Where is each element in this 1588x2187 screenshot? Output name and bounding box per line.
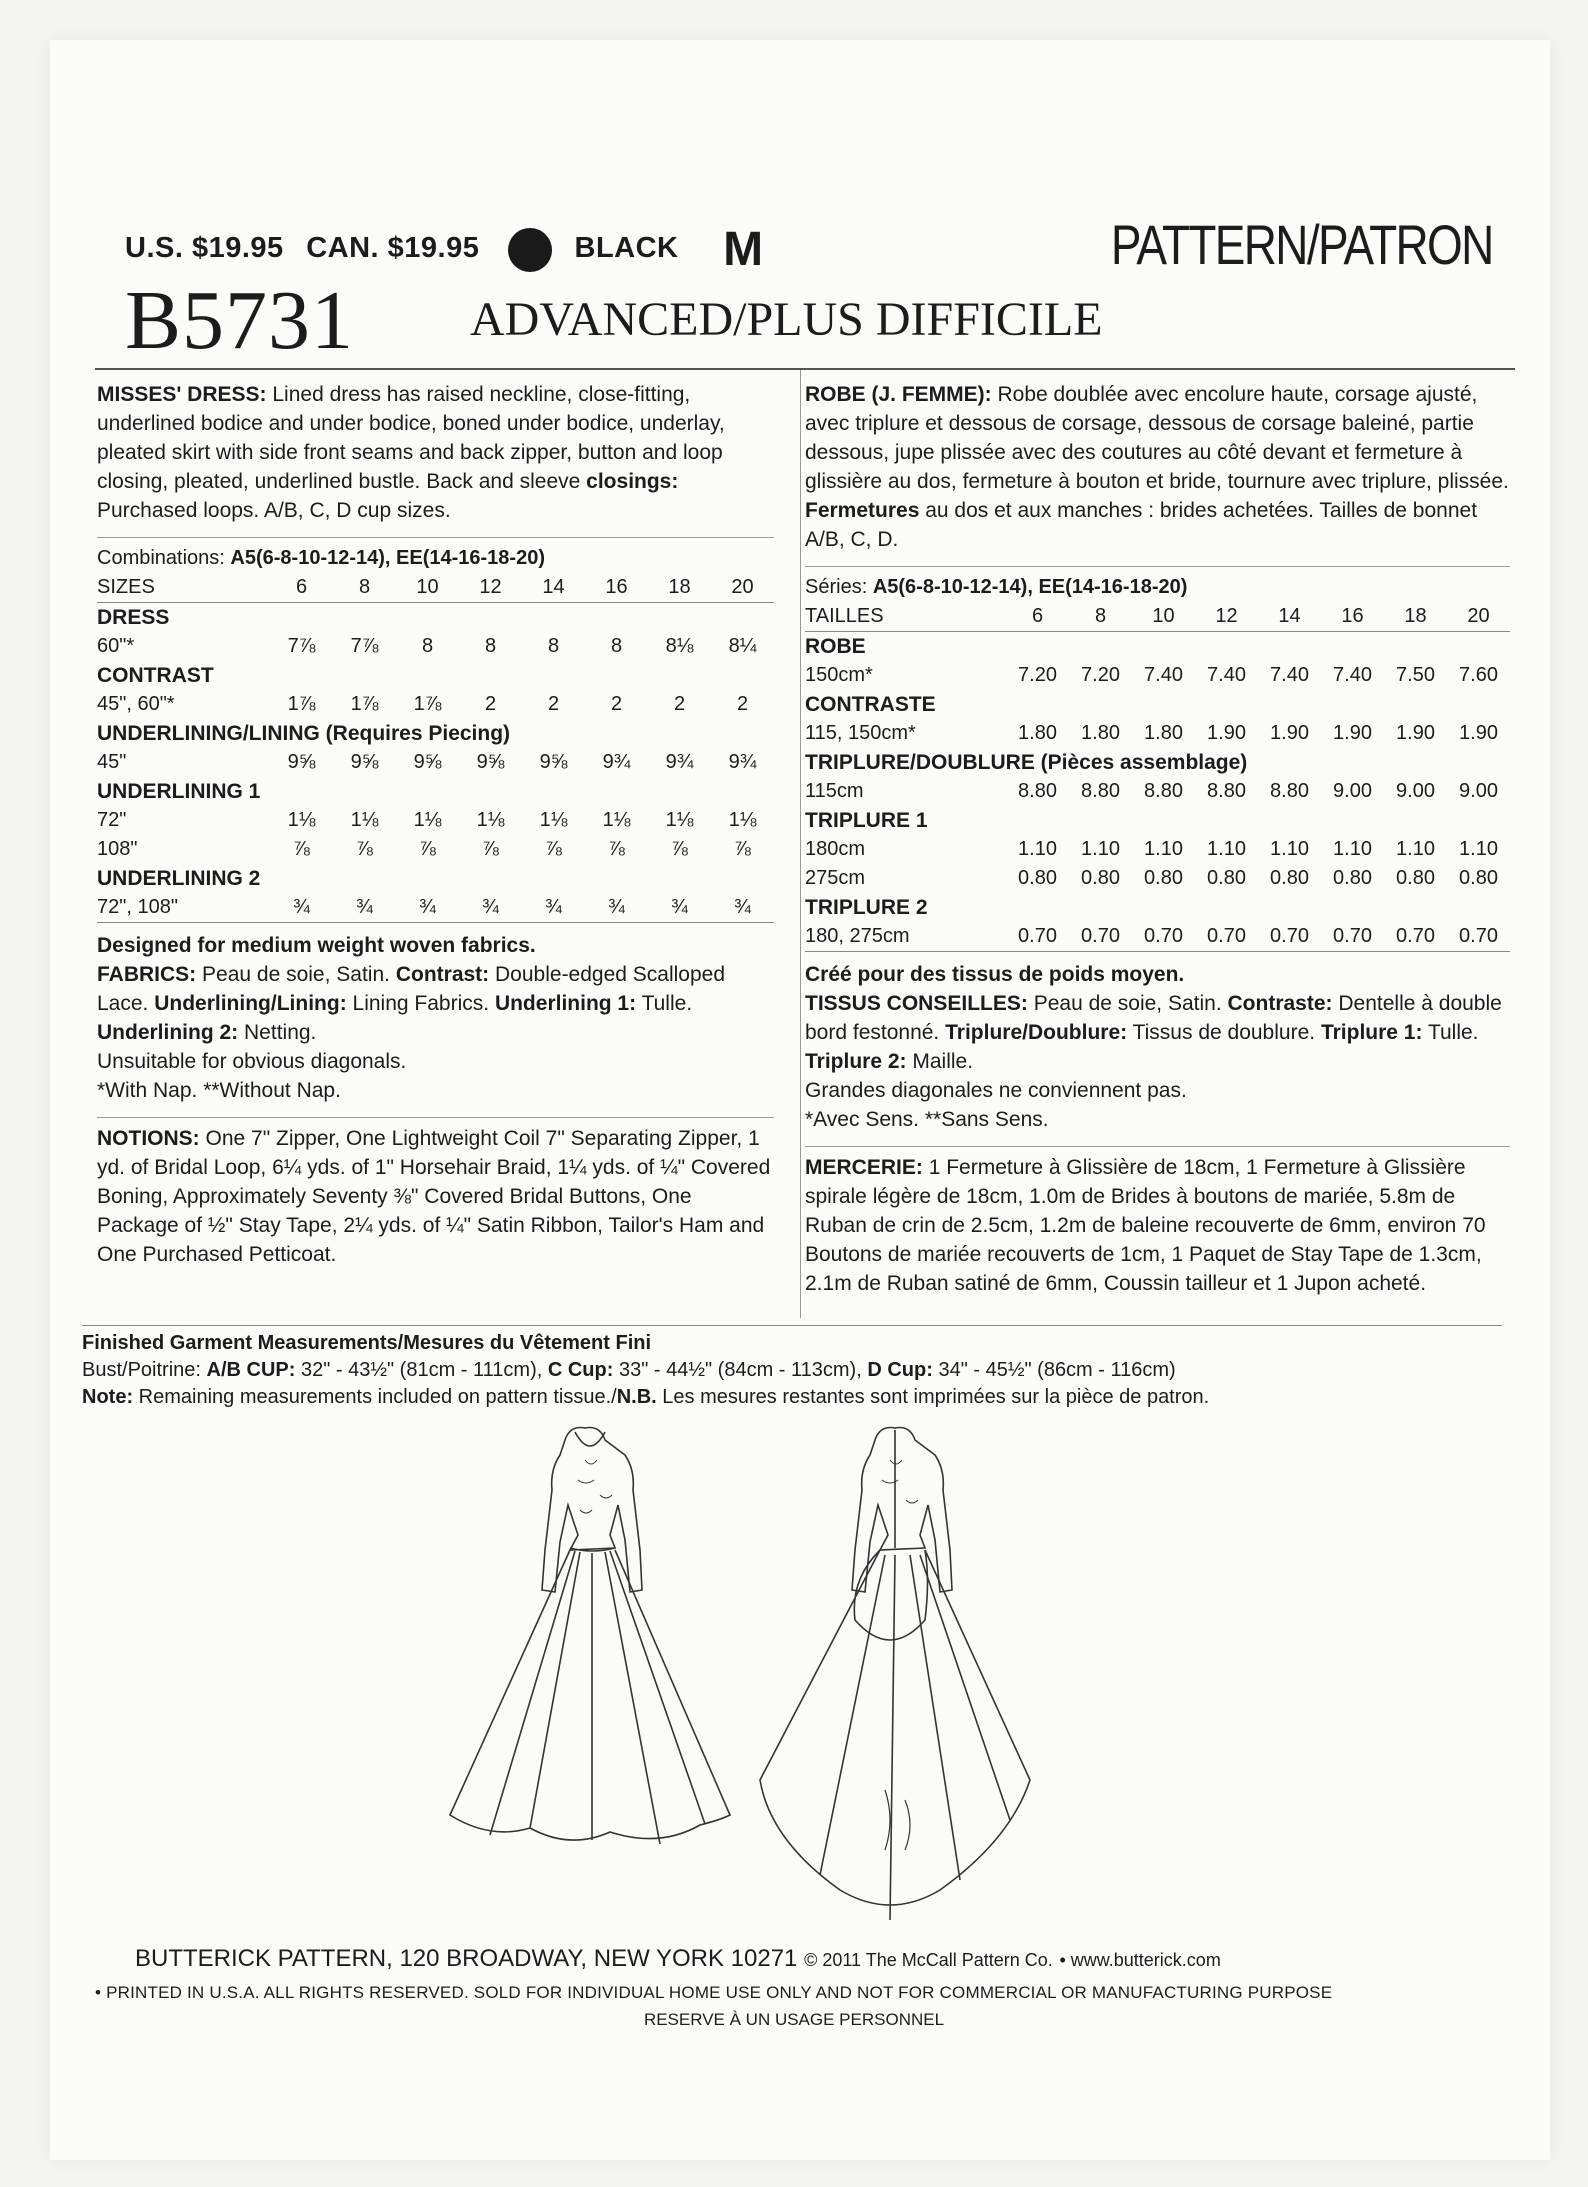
yardage-value: ¾ (396, 893, 459, 923)
yardage-value: 0.80 (1396, 867, 1435, 889)
yardage-value: 1.90 (1270, 722, 1309, 744)
size-header: 12 (1195, 602, 1258, 632)
yardage-value: 1⅛ (728, 809, 757, 831)
yardage-value: ⅞ (482, 838, 499, 860)
yardage-row (97, 748, 774, 777)
underlining-text-fr: Tissus de doublure. (1132, 1021, 1316, 1044)
yardage-value: 0.80 (1144, 867, 1183, 889)
yardage-value: 1⅞ (413, 693, 442, 715)
yardage-value: 0.70 (1384, 922, 1447, 952)
contrast-text-fr: Dentelle à double bord festonné. (805, 992, 1502, 1044)
yardage-value: 1.80 (1144, 722, 1183, 744)
yardage-value: 9⅝ (476, 751, 505, 773)
fabric-width: 180, 275cm (805, 922, 1006, 952)
yardage-value: ¾ (585, 893, 648, 923)
ab-cup-label: A/B CUP: (206, 1359, 296, 1381)
yardage-value: 1⅛ (287, 809, 316, 831)
yardage-row (805, 864, 1510, 893)
fabrics-text-fr: Peau de soie, Satin. (1033, 992, 1222, 1015)
yardage-value: 1.10 (1018, 838, 1057, 860)
yardage-value: 7.40 (1207, 664, 1246, 686)
yardage-value: 2 (547, 693, 560, 715)
yardage-row (97, 632, 774, 661)
size-header: 14 (522, 573, 585, 603)
black-dot-icon (508, 228, 552, 272)
yardage-value: 9.00 (1396, 780, 1435, 802)
price-us: U.S. $19.95 (125, 232, 284, 265)
divider (805, 566, 1510, 567)
yardage-value: 0.70 (1006, 922, 1069, 952)
yardage-value: 2 (736, 693, 749, 715)
desc-text: Lined dress has raised neckline, close-fitting, underlined bodice and under bodice, boned under bodice, underlay, pleated skirt with side front seams and back zipper, button and loop closing, pleated, underlined bustle. Back and sleeve (97, 383, 725, 493)
yardage-row (805, 835, 1510, 864)
yardage-value: 0.70 (1132, 922, 1195, 952)
yardage-value: ¾ (648, 893, 711, 923)
underlining1-label: Underlining 1: (494, 992, 637, 1015)
notions-text-fr: 1 Fermeture à Glissière de 18cm, 1 Fermeture à Glissière spirale légère de 18cm, 1.0m de Brides à boutons de mariée, 5.8m de Ruban de crin de 2.5cm, 1.2m de baleine recouverte de 6mm, environ 70 Boutons de mariée recouverts de 1cm, 1 Paquet de Stay Tape de 1.3cm, 2.1m de Ruban satiné de 6mm, Coussin tailleur et 1 Jupon acheté. (805, 1156, 1486, 1295)
yardage-value: 0.80 (1333, 867, 1372, 889)
fabric-group-label: TRIPLURE 1 (805, 809, 928, 832)
desc-title: MISSES' DRESS: (97, 383, 267, 406)
yardage-value: 1⅛ (665, 809, 694, 831)
french-column (805, 380, 1510, 1298)
size-header: 16 (585, 573, 648, 603)
yardage-table-fr (805, 573, 1510, 952)
yardage-value: 1⅞ (287, 693, 316, 715)
yardage-value: 7.40 (1270, 664, 1309, 686)
combinations-cell (97, 544, 774, 573)
back-view-dress (760, 1428, 1030, 1921)
desc-text-fr: Robe doublée avec encolure haute, corsage ajusté, avec triplure et dessous de corsage, dessous de corsage baleiné, partie dessous, jupe plissée avec des coutures au côté devant et fermeture à glissière au dos, fermeture à bouton et bride, tournure avec triplure, plissée. (805, 383, 1509, 493)
yardage-value: 1.10 (1459, 838, 1498, 860)
combinations-values: A5(6-8-10-12-14), EE(14-16-18-20) (230, 547, 545, 569)
yardage-value: 0.70 (1258, 922, 1321, 952)
size-header: 12 (459, 573, 522, 603)
note-label: Note: (82, 1386, 134, 1408)
combinations-values: A5(6-8-10-12-14), EE(14-16-18-20) (872, 576, 1188, 598)
yardage-value: 7⅞ (287, 635, 316, 657)
size-header: 20 (711, 573, 774, 603)
yardage-value: 8.80 (1207, 780, 1246, 802)
yardage-value: ¾ (270, 893, 333, 923)
nb-label: N.B. (616, 1386, 657, 1408)
fabric-group-title (805, 632, 1510, 662)
fabric-group-label: CONTRASTE (805, 693, 936, 716)
yardage-value: 9¾ (728, 751, 757, 773)
front-view-dress (450, 1428, 730, 1845)
price-line (125, 222, 778, 277)
yardage-value: 1.10 (1081, 838, 1120, 860)
underlining2-label-fr: Triplure 2: (805, 1050, 907, 1073)
fabric-width: 45", 60"* (97, 693, 175, 715)
difficulty-level: ADVANCED/PLUS DIFFICILE (470, 293, 1103, 346)
yardage-value: 8 (547, 635, 560, 657)
yardage-value: 1.90 (1207, 722, 1246, 744)
underlining-label-fr: Triplure/Doublure: (945, 1021, 1128, 1044)
fabrics-text: Peau de soie, Satin. (202, 963, 390, 986)
fabric-group-title (97, 603, 774, 633)
yardage-value: 1⅛ (539, 809, 568, 831)
yardage-value: 8.80 (1270, 780, 1309, 802)
size-header: 14 (1258, 602, 1321, 632)
underlining-label: Underlining/Lining: (154, 992, 347, 1015)
fabric-width: 115cm (805, 780, 864, 802)
yardage-value: 1.10 (1144, 838, 1183, 860)
underlining1-label-fr: Triplure 1: (1320, 1021, 1423, 1044)
fabric-group-title (97, 661, 774, 690)
closings-text: Purchased loops. A/B, C, D cup sizes. (97, 499, 451, 522)
yardage-value: 9¾ (602, 751, 631, 773)
yardage-value: 1.90 (1459, 722, 1498, 744)
website-link: • www.butterick.com (1059, 1950, 1221, 1970)
combinations-row (805, 573, 1510, 602)
fabric-group-label: DRESS (97, 606, 170, 629)
combinations-label: Combinations: (97, 547, 231, 569)
size-header: 10 (1132, 602, 1195, 632)
yardage-value: 2 (610, 693, 623, 715)
fabric-group-title (97, 719, 774, 748)
color-code: BLACK (574, 232, 679, 265)
yardage-value: 7.60 (1459, 664, 1498, 686)
size-header: 20 (1447, 602, 1510, 632)
yardage-value: 9⅝ (539, 751, 568, 773)
unsuitable-note: Unsuitable for obvious diagonals. (97, 1050, 407, 1073)
c-cup-text: 33" - 44½" (84cm - 113cm), (618, 1359, 862, 1381)
size-header: 10 (396, 573, 459, 603)
yardage-value: 7⅞ (350, 635, 379, 657)
yardage-value: 8 (610, 635, 623, 657)
size-header: 16 (1321, 602, 1384, 632)
yardage-value: 9⅝ (287, 751, 316, 773)
yardage-value: 0.80 (1270, 867, 1309, 889)
divider (805, 1146, 1510, 1147)
fabric-group-label: UNDERLINING/LINING (Requires Piecing) (97, 722, 511, 745)
yardage-value: 1.10 (1396, 838, 1435, 860)
description (97, 380, 774, 525)
yardage-value: ⅞ (608, 838, 625, 860)
fabrics-block-fr (805, 960, 1510, 1298)
yardage-value: 0.80 (1459, 867, 1498, 889)
size-header: 8 (1069, 602, 1132, 632)
fabric-group-label: TRIPLURE 2 (805, 896, 928, 919)
header-divider (95, 368, 1515, 370)
fabrics-label: FABRICS: (97, 963, 197, 986)
fabric-width: 150cm* (805, 664, 873, 686)
yardage-value: 7.40 (1333, 664, 1372, 686)
c-cup-label: C Cup: (547, 1359, 614, 1381)
fabric-width: 275cm (805, 867, 866, 889)
yardage-value: 0.80 (1207, 867, 1246, 889)
notions-label-fr: MERCERIE: (805, 1156, 923, 1179)
english-column (97, 380, 774, 1269)
combinations-cell (805, 573, 1510, 602)
yardage-value: ⅞ (419, 838, 436, 860)
yardage-value: ⅞ (356, 838, 373, 860)
yardage-value: ⅞ (545, 838, 562, 860)
size-header: 18 (648, 573, 711, 603)
yardage-value: ⅞ (293, 838, 310, 860)
fabric-group-label: CONTRAST (97, 664, 214, 687)
yardage-value: ⅞ (671, 838, 688, 860)
d-cup-label: D Cup: (867, 1359, 933, 1381)
underlining2-text-fr: Maille. (912, 1050, 974, 1073)
yardage-value: 8 (421, 635, 434, 657)
yardage-value: 1.10 (1333, 838, 1372, 860)
yardage-value: 8¼ (728, 635, 757, 657)
yardage-value: 0.80 (1018, 867, 1057, 889)
yardage-value: ¾ (711, 893, 774, 923)
yardage-value: 9¾ (665, 751, 694, 773)
fabric-width: 45" (97, 751, 127, 773)
nb-text: Les mesures restantes sont imprimées sur la pièce de patron. (662, 1386, 1210, 1408)
yardage-value: 8 (484, 635, 497, 657)
yardage-table (97, 544, 774, 923)
yardage-value: ¾ (459, 893, 522, 923)
yardage-value: ¾ (522, 893, 585, 923)
yardage-row (805, 922, 1510, 952)
size-header: 6 (1006, 602, 1069, 632)
fabric-width: 115, 150cm* (805, 722, 916, 744)
dress-illustrations (420, 1420, 1100, 1930)
fabric-group-title (97, 864, 774, 893)
yardage-value: 2 (484, 693, 497, 715)
fabric-group-label: UNDERLINING 2 (97, 867, 261, 890)
combinations-label: Séries: (805, 576, 873, 598)
bust-label: Bust/Poitrine: (82, 1359, 201, 1381)
yardage-value: 1⅛ (602, 809, 631, 831)
yardage-value: 1.80 (1081, 722, 1120, 744)
yardage-value: 7.20 (1081, 664, 1120, 686)
yardage-value: 8.80 (1144, 780, 1183, 802)
yardage-value: 0.70 (1069, 922, 1132, 952)
closings-label-fr: Fermetures (805, 499, 920, 522)
yardage-value: 0.70 (1321, 922, 1384, 952)
contrast-text: Double-edged Scalloped Lace. (97, 963, 726, 1015)
fabric-group-label: ROBE (805, 635, 866, 658)
yardage-value: 1.10 (1207, 838, 1246, 860)
yardage-value: 7.50 (1396, 664, 1435, 686)
yardage-value: 1.90 (1396, 722, 1435, 744)
note-text: Remaining measurements included on pattern tissue./ (138, 1386, 617, 1408)
yardage-row (805, 719, 1510, 748)
underlining2-text: Netting. (244, 1021, 317, 1044)
yardage-value: 0.70 (1195, 922, 1258, 952)
fabric-width: 180cm (805, 838, 866, 860)
price-can: CAN. $19.95 (306, 232, 480, 265)
sizes-header-row (97, 573, 774, 603)
yardage-value: 9⅝ (350, 751, 379, 773)
unsuitable-note-fr: Grandes diagonales ne conviennent pas. (805, 1079, 1187, 1102)
fabric-width: 108" (97, 838, 138, 860)
yardage-value: 8.80 (1018, 780, 1057, 802)
yardage-row (805, 661, 1510, 690)
company-address: BUTTERICK PATTERN, 120 BROADWAY, NEW YORK 10271 (135, 1945, 798, 1972)
sizes-header-row (805, 602, 1510, 632)
contrast-label-fr: Contraste: (1227, 992, 1333, 1015)
ab-cup-text: 32" - 43½" (81cm - 111cm), (300, 1359, 543, 1381)
contrast-label: Contrast: (395, 963, 490, 986)
divider (97, 1117, 774, 1118)
desc-title-fr: ROBE (J. FEMME): (805, 383, 992, 406)
closings-text-fr: au dos et aux manches : brides achetées. Tailles de bonnet A/B, C, D. (805, 499, 1478, 551)
fabrics-label-fr: TISSUS CONSEILLES: (805, 992, 1028, 1015)
yardage-value: 9⅝ (413, 751, 442, 773)
column-divider (800, 370, 801, 1318)
underlining-text: Lining Fabrics. (352, 992, 490, 1015)
pattern-number: B5731 (125, 274, 355, 367)
fabric-width: 60"* (97, 635, 135, 657)
reserve-notice: RESERVE À UN USAGE PERSONNEL (643, 2010, 945, 2029)
yardage-value: ⅞ (734, 838, 751, 860)
sizes-label: SIZES (97, 573, 270, 603)
yardage-value: 1⅛ (350, 809, 379, 831)
yardage-value: 9.00 (1459, 780, 1498, 802)
designed-note-fr: Créé pour des tissus de poids moyen. (805, 963, 1185, 986)
combinations-row (97, 544, 774, 573)
yardage-value: 1.90 (1333, 722, 1372, 744)
fabrics-block (97, 931, 774, 1269)
yardage-value: 7.20 (1018, 664, 1057, 686)
finished-title: Finished Garment Measurements/Mesures du Vêtement Fini (82, 1332, 652, 1354)
finished-measurements (82, 1325, 1502, 1411)
yardage-row (97, 893, 774, 923)
closings-label: closings: (586, 470, 679, 493)
nap-note: *With Nap. **Without Nap. (97, 1079, 341, 1102)
yardage-value: ¾ (333, 893, 396, 923)
fabric-group-label: TRIPLURE/DOUBLURE (Pièces assemblage) (805, 751, 1248, 774)
fabric-width: 72", 108" (97, 893, 270, 923)
yardage-value: 8⅛ (665, 635, 694, 657)
yardage-value: 0.80 (1081, 867, 1120, 889)
yardage-value: 1⅛ (413, 809, 442, 831)
size-header: 6 (270, 573, 333, 603)
fabric-width: 72" (97, 809, 127, 831)
yardage-value: 1.80 (1018, 722, 1057, 744)
yardage-row (97, 806, 774, 835)
description-fr (805, 380, 1510, 554)
size-header: 18 (1384, 602, 1447, 632)
fabric-group-label: UNDERLINING 1 (97, 780, 261, 803)
yardage-value: 2 (673, 693, 686, 715)
divider (97, 537, 774, 538)
yardage-row (97, 835, 774, 864)
yardage-row (805, 777, 1510, 806)
yardage-value: 1.10 (1270, 838, 1309, 860)
designed-note: Designed for medium weight woven fabrics. (97, 934, 536, 957)
size-header: 8 (333, 573, 396, 603)
notions-text: One 7" Zipper, One Lightweight Coil 7" Separating Zipper, 1 yd. of Bridal Loop, 6¼ yds. of 1" Horsehair Braid, 1¼ yds. of ¼" Covered Boning, Approximately Seventy ⅜" Covered Bridal Buttons, One Package of ½" Stay Tape, 2¼ yds. of ¼" Satin Ribbon, Tailor's Ham and One Purchased Petticoat. (97, 1127, 771, 1266)
yardage-value: 1⅛ (476, 809, 505, 831)
yardage-value: 0.70 (1447, 922, 1510, 952)
fabric-group-title (805, 893, 1510, 922)
underlining1-text: Tulle. (641, 992, 693, 1015)
yardage-row (97, 690, 774, 719)
notions-label: NOTIONS: (97, 1127, 200, 1150)
copyright: © 2011 The McCall Pattern Co. (804, 1950, 1053, 1970)
pattern-label: PATTERN/PATRON (1111, 213, 1493, 276)
rights-notice: • PRINTED IN U.S.A. ALL RIGHTS RESERVED. SOLD FOR INDIVIDUAL HOME USE ONLY AND NOT FOR COMMERCIAL OR MANUFACTURING PURPOSE (95, 1983, 1333, 2002)
publisher-line (135, 1945, 1221, 1973)
d-cup-text: 34" - 45½" (86cm - 116cm) (938, 1359, 1176, 1381)
yardage-value: 7.40 (1144, 664, 1183, 686)
fabric-group-title (805, 690, 1510, 719)
fabric-group-title (97, 777, 774, 806)
fabric-group-title (805, 806, 1510, 835)
fabric-group-title (805, 748, 1510, 777)
yardage-value: 9.00 (1333, 780, 1372, 802)
underlining2-label: Underlining 2: (97, 1021, 239, 1044)
nap-note-fr: *Avec Sens. **Sans Sens. (805, 1108, 1049, 1131)
category-letter: M (723, 223, 764, 276)
yardage-value: 8.80 (1081, 780, 1120, 802)
yardage-value: 1⅞ (350, 693, 379, 715)
sizes-label: TAILLES (805, 602, 1006, 632)
underlining1-text-fr: Tulle. (1427, 1021, 1479, 1044)
